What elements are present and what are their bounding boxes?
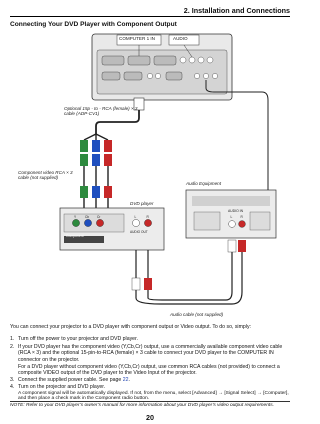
step-text: Turn on the projector and DVD player. (18, 384, 106, 390)
projector-panel (92, 34, 232, 100)
step-text: Turn off the power to your projector and DVD player. (18, 336, 138, 342)
rca-plugs-top (80, 140, 112, 166)
step-2-extra (10, 364, 292, 377)
section-header: 2. Installation and Connections (183, 6, 290, 15)
component-port-label: Component (66, 233, 84, 238)
step-4-extra (10, 391, 292, 401)
step-number: 1. (10, 336, 15, 342)
step-text-post: . (128, 377, 130, 383)
step-number: 2. (10, 344, 15, 350)
audio-in-r-label: R (240, 215, 243, 219)
step-text-pre: Connect the supplied power cable. See page (18, 377, 123, 383)
note-rule (10, 401, 290, 402)
audio-out-label: AUDIO OUT (130, 230, 148, 234)
header-rule (10, 16, 290, 17)
page-number: 20 (146, 413, 154, 422)
computer-port-label: COMPUTER 1 IN (119, 35, 155, 41)
step-text (18, 377, 292, 383)
adapter-cable-label: Optional 15p - to - RCA (female) × 3 cable (ADP-CV1) (64, 106, 138, 117)
step-1 (10, 336, 292, 343)
intro-text: You can connect your projector to a DVD player with component output or Video output. To do so, simply: (10, 324, 251, 330)
adapter-cable (84, 98, 144, 140)
step-extra-text: For a DVD player without component video (Y,Cb,Cr) output, use common RCA cables (not provided) to connect a composite VIDEO output of the DVD player to the Video Input of the projector. (18, 364, 280, 377)
page-title: Connecting Your DVD Player with Component Output (10, 21, 177, 28)
audio-in-l-label: L (230, 215, 233, 219)
dvd-cb-label: Cb (85, 215, 90, 219)
step-extra-text: A component signal will be automatically displayed. If not, from the menu, select [Advanced] → [Signal Select] → [Computer], and then place a check mark in the Component radio button. (18, 390, 289, 401)
audio-port-label: AUDIO (173, 35, 188, 41)
dvd-y-label: Y (74, 215, 77, 219)
audio-cable-label: Audio cable (not supplied) (170, 312, 224, 317)
connection-diagram (0, 30, 300, 322)
dvd-player-label: DVD player (130, 201, 154, 206)
step-number: 4. (10, 384, 15, 390)
audio-equipment-label: Audio Equipment (186, 181, 221, 186)
component-cable-label: Component video RCA × 3 cable (not supplied) (18, 170, 73, 181)
dvd-l-label: L (134, 215, 137, 219)
page-link[interactable]: 22 (122, 377, 129, 383)
dvd-r-label: R (146, 215, 149, 219)
dvd-cr-label: Cr (97, 215, 101, 219)
step-number: 3. (10, 377, 15, 383)
note-text: NOTE: Refer to your DVD player’s owner’s manual for more information about your DVD player’s video output requirements. (10, 403, 274, 408)
step-text: If your DVD player has the component video (Y,Cb,Cr) output, use a commercially available component video cable (RCA × 3) and the optional 15-pin-to-RCA (female) × 3 cable to connect your DVD player to the COMPUTER IN connector on the projector. (18, 344, 283, 363)
step-3 (10, 377, 292, 384)
audio-in-label: AUDIO IN (228, 209, 244, 213)
component-cables (80, 166, 112, 208)
